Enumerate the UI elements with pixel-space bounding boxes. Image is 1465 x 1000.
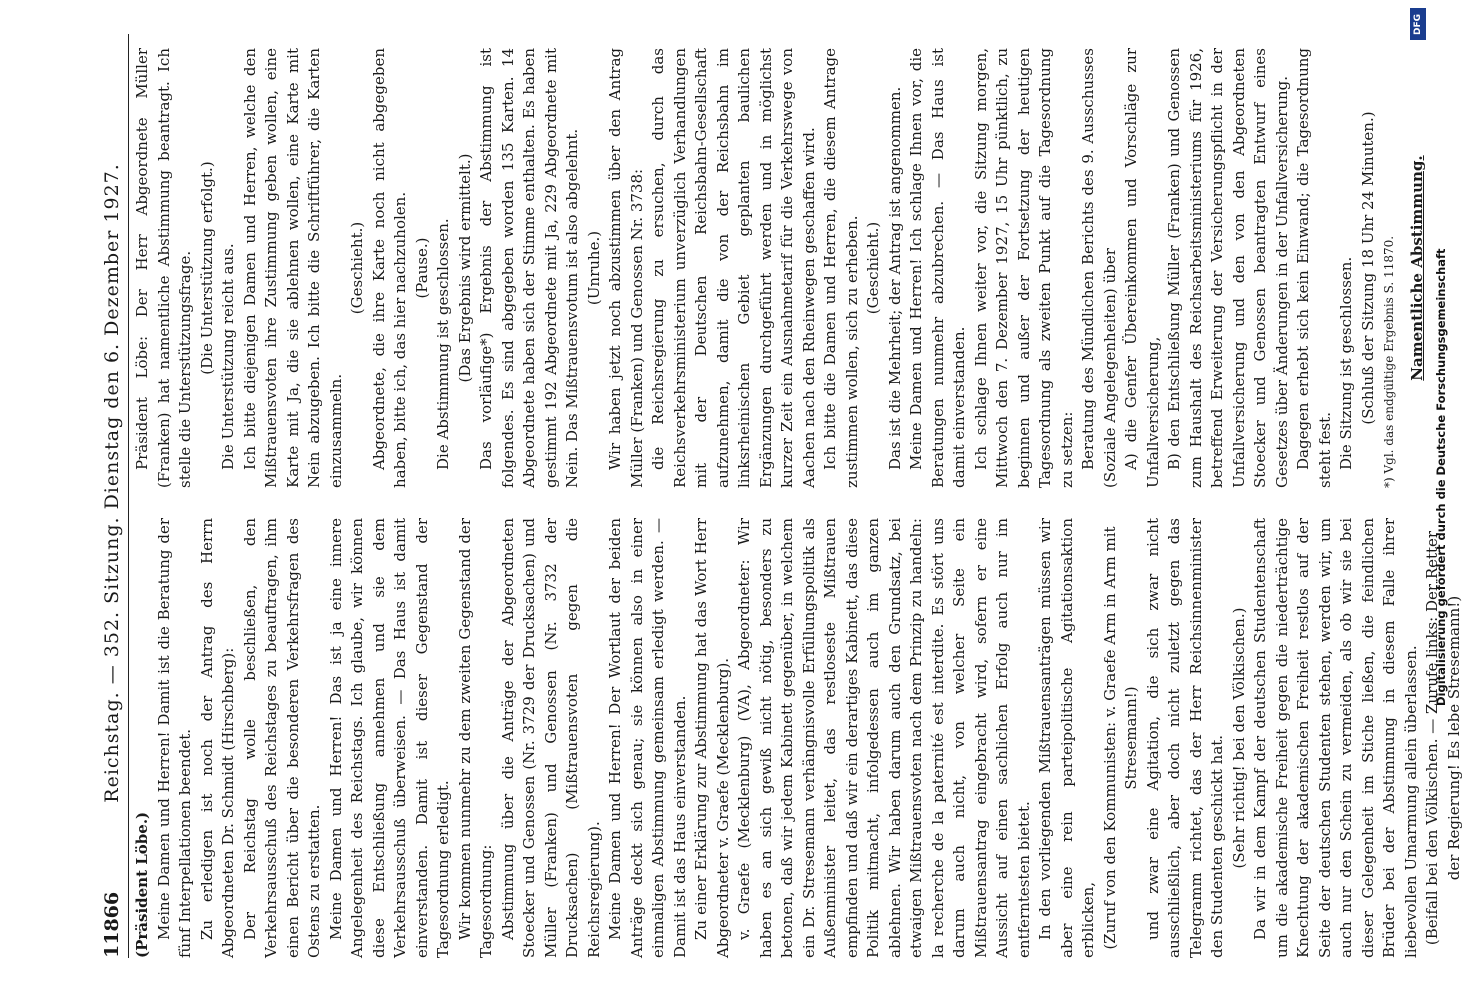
right-column-paragraph: Die Abstimmung ist geschlossen. — [434, 218, 452, 470]
left-column-paragraph: und zwar eine Agitation, die sich zwar nicht ausschließlich, aber doch nicht zuletzt gegen das Telegramm richtet, das der Herr Reichsinnenminister den Studenten geschickt hat. — [1143, 518, 1226, 958]
right-column-paragraph: Präsident Löbe: Der Herr Abgeordnete Müller (Franken) hat namentliche Abstimmung beantragt. Ich stelle die Unterstützungsfrage. — [133, 48, 194, 488]
right-column-paragraph: (Schluß der Sitzung 18 Uhr 24 Minuten.) — [1358, 111, 1377, 425]
right-column-paragraph: (Pause.) — [412, 237, 431, 299]
left-column-paragraph: Meine Damen und Herren! Damit ist die Beratung der fünf Interpellationen beendet. — [154, 518, 194, 958]
right-column-paragraph: Ich schlage Ihnen weiter vor, die Sitzung morgen, Mittwoch den 7. Dezember 1927, 15 Uhr pünktlich, zu beginnen und außer der Fortsetzung der heutigen Tagesordnung als zweiten Punkt auf die Tagesordnung zu setzen: — [971, 48, 1076, 488]
right-column-paragraph: B) den Entschließung Müller (Franken) und Genossen zum Haushalt des Reichsarbeitsministeriums für 1926, betreffend Erweiterung der Versicherungspflicht in der Unfallversicherung und den von den Abgeordneten Stoecker und Genossen beantragten Entwurf eines Gesetzes über Änderungen in der Unfallversicherung. — [1165, 48, 1291, 488]
left-column-paragraph: Abstimmung über die Anträge der Abgeordneten Stoecker und Genossen (Nr. 3729 der Drucksachen) und Müller (Franken) und Genossen (Nr. 3732 der Drucksachen) (Mißtrauensvoten gegen die Reichsregierung). — [498, 518, 603, 958]
right-column-paragraph: A) die Genfer Übereinkommen und Vorschläge zur Unfallversicherung, — [1122, 48, 1162, 488]
header-rule — [128, 34, 129, 958]
left-column-paragraph: Zu erledigen ist noch der Antrag des Herrn Abgeordneten Dr. Schmidt (Hirschberg): — [197, 518, 237, 958]
left-column-paragraph: Zu einer Erklärung zur Abstimmung hat das Wort Herr Abgeordneter v. Graefe (Mecklenburg). — [692, 518, 732, 958]
right-column — [132, 48, 1426, 488]
left-column-paragraph: Meine Damen und Herren! Das ist ja eine innere Angelegenheit des Reichstags. Ich glaube, wir können diese Entschließung annehmen und sie dem Verkehrsausschuß überweisen. — Das Haus ist damit einverstanden. Damit ist dieser Gegenstand der Tagesordnung erledigt. — [326, 518, 452, 958]
page-header — [92, 34, 132, 958]
right-column-paragraph: Abgeordnete, die ihre Karte noch nicht abgegeben haben, bitte ich, das hier nachzuholen. — [369, 48, 409, 488]
right-column-paragraph: Ich bitte die Damen und Herren, die diesem Antrage zustimmen wollen, sich zu erheben. — [821, 48, 861, 488]
right-column-paragraph: Beratung des Mündlichen Berichts des 9. Ausschusses (Soziale Angelegenheiten) über — [1079, 48, 1119, 488]
left-column-paragraph: Meine Damen und Herren! Der Wortlaut der beiden Anträge deckt sich genau; sie können also in einer einmaligen Abstimmung gemeinsam erledigt werden. — Damit ist das Haus einverstanden. — [606, 518, 689, 958]
left-column-paragraph: Der Reichstag wolle beschließen, den Verkehrsausschuß des Reichstages zu beauftragen, ihm einen Bericht über die besonderen Verkehrsfragen des Ostens zu erstatten. — [240, 518, 323, 958]
right-column-paragraph: (Unruhe.) — [584, 230, 603, 306]
left-column-paragraph: Da wir in dem Kampf der deutschen Studentenschaft um die akademische Freiheit gegen die niederträchtige Knechtung der akademischen Freiheit restlos auf der Seite der deutschen Studenten stehen, werden wir, um auch nur den Schein zu vermeiden, als ob wir sie bei dieser Gelegenheit im Stiche ließen, die feindlichen Brüder bei der Abstimmung in diesem Falle ihrer liebevollen Umarmung allein überlassen. — [1251, 518, 1420, 958]
left-column-paragraph: In den vorliegenden Mißtrauensanträgen müssen wir aber eine rein parteipolitische Agitationsaktion erblicken, — [1036, 518, 1097, 958]
left-column-paragraph: (Beifall bei den Völkischen. — Zurufe links: Der Retter der Regierung! Es lebe Stresemann!) — [1423, 530, 1463, 946]
dfg-logo: DFG — [1410, 8, 1426, 40]
right-column-paragraph: Die Sitzung ist geschlossen. — [1337, 256, 1355, 470]
right-column-paragraph: Das vorläufige*) Ergebnis der Abstimmung ist folgendes. Es sind abgegeben worden 135 Karten. 14 Abgeordnete haben sich der Stimme enthalten. Es haben gestimmt 192 Abgeordnete mit Ja, 229 Abgeordnete mit Nein. Das Mißtrauensvotum ist also abgelehnt. — [477, 48, 581, 488]
page-number: 11866 — [101, 891, 123, 958]
right-column-paragraph: (Das Ergebnis wird ermittelt.) — [455, 153, 474, 383]
page-title: Reichstag. — 352. Sitzung. Dienstag den 6. Dezember 1927. — [101, 163, 123, 803]
right-column-paragraph: Das ist die Mehrheit; der Antrag ist angenommen. — [885, 86, 904, 470]
right-column-paragraph: *) Vgl. das endgültige Ergebnis S. 11870. — [1382, 235, 1396, 488]
right-column-paragraph: (Geschieht.) — [864, 221, 882, 315]
right-column-paragraph: (Die Unterstützung erfolgt.) — [197, 161, 216, 375]
right-column-paragraph: Meine Damen und Herren! Ich schlage Ihnen vor, die Beratungen nunmehr abzubrechen. — Das Haus ist damit einverstanden. — [907, 48, 968, 488]
left-column-paragraph: (Präsident Löbe.) — [133, 811, 151, 958]
left-column-paragraph: (Zuruf von den Kommunisten: v. Graefe Arm in Arm mit Stresemann!) — [1100, 526, 1140, 950]
right-column-paragraph: die Reichsregierung zu ersuchen, durch das Reichsverkehrsministerium unverzüglich Verhandlungen mit der Deutschen Reichsbahn-Gesellschaft aufzunehmen, damit die von der Reichsbahn im linksrheinischen Gebiet geplanten baulichen Ergänzungen durchgeführt werden und in möglichst kurzer Zeit ein Ausnahmetarif für die Verkehrswege von Aachen nach den Rheinwegen geschaffen wird. — [649, 48, 818, 488]
left-column-paragraph: Wir kommen nunmehr zu dem zweiten Gegenstand der Tagesordnung: — [455, 518, 495, 958]
left-column-paragraph: v. Graefe (Mecklenburg) (VA), Abgeordneter: Wir haben es an sich gewiß nicht nötig, besonders zu betonen, daß wir jedem Kabinett gegenüber, in welchem ein Dr. Stresemann verhängnisvolle Erfüllungspolitik als Außenminister leitet, das restloseste Mißtrauen empfinden und daß wir ein derartiges Kabinett, das diese Politik mitmacht, infolgedessen auch im ganzen ablehnen. Wir haben darum auch den Grundsatz, bei etwaigen Mißtrauensvoten nach dem Prinzip zu handeln: la recherche de la paternité est interdite. Es stört uns darum auch nicht, von welcher Seite ein Mißtrauensantrag eingebracht wird, sofern er eine Aussicht auf einen sachlichen Erfolg auch nur im entferntesten bietet. — [735, 518, 1033, 958]
right-column-paragraph: Dagegen erhebt sich kein Einwand; die Tagesordnung steht fest. — [1294, 48, 1334, 488]
right-column-paragraph: Die Unterstützung reicht aus. — [219, 243, 237, 470]
right-column-paragraph: (Geschieht.) — [348, 221, 366, 315]
dfg-funding-note: Digitalisierung gefördert durch die Deutsche Forschungsgemeinschaft — [1434, 248, 1448, 706]
left-column — [132, 518, 1463, 958]
right-column-paragraph: Wir haben jetzt noch abzustimmen über den Antrag Müller (Franken) und Genossen Nr. 3738: — [606, 48, 646, 488]
right-column-paragraph: Ich bitte diejenigen Damen und Herren, welche den Mißtrauensvoten ihre Zustimmung geben wollen, eine Karte mit Ja, die sie ablehnen wollen, eine Karte mit Nein abzugeben. Ich bitte die Schriftführer, die Karten einzusammeln. — [240, 48, 345, 488]
left-column-paragraph: (Sehr richtig! bei den Völkischen.) — [1229, 607, 1248, 869]
right-column-paragraph: Namentliche Abstimmung. — [1407, 155, 1426, 381]
